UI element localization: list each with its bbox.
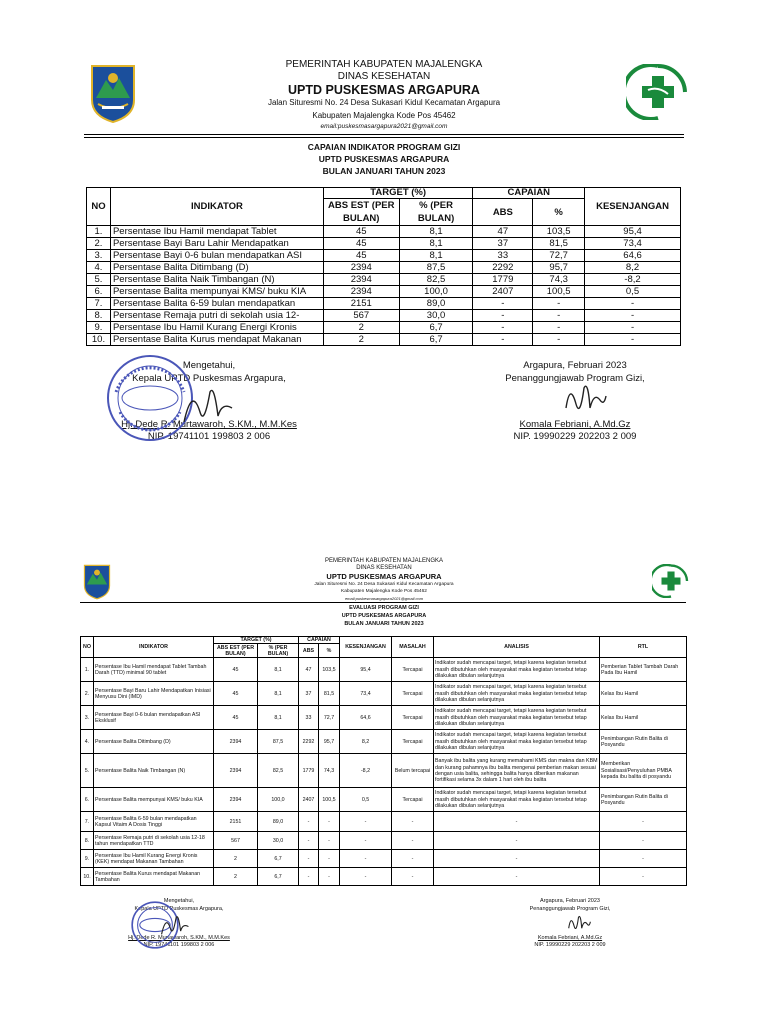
- row-gap: -: [585, 310, 681, 322]
- row-followup: -: [600, 850, 687, 868]
- p2-sign-left-position: Kepala UPTD Puskesmas Argapura,: [134, 906, 224, 912]
- row-indicator: Persentase Ibu Hamil mendapat Tablet Tambah Darah (TTD) minimal 90 tablet: [94, 658, 214, 682]
- row-abs: 1779: [473, 274, 533, 286]
- row-abs: 33: [473, 250, 533, 262]
- p2-sign-right-nip: NIP. 19990229 202203 2 009: [534, 942, 606, 948]
- row-analysis: -: [434, 832, 600, 850]
- row-target-pct: 89,0: [258, 812, 299, 832]
- row-indicator: Persentase Balita Ditimbang (D): [110, 262, 323, 274]
- row-analysis: -: [434, 812, 600, 832]
- row-gap: -8,2: [585, 274, 681, 286]
- row-capaian-pct: -: [533, 298, 585, 310]
- row-no: 1.: [87, 226, 111, 238]
- row-capaian-pct: 72,7: [533, 250, 585, 262]
- row-problem: Tercapai: [392, 706, 434, 730]
- letterhead-government: PEMERINTAH KABUPATEN MAJALENGKA: [285, 59, 483, 70]
- row-abs-est: 2151: [323, 298, 399, 310]
- row-capaian-pct: 74,3: [319, 754, 340, 788]
- col-no-header: NO: [87, 188, 111, 226]
- row-gap: -: [585, 322, 681, 334]
- p2-letterhead-unit: UPTD PUSKESMAS ARGAPURA: [326, 572, 442, 581]
- row-no: 9.: [87, 322, 111, 334]
- col-abs-est-header: ABS EST (PER BULAN): [323, 199, 399, 226]
- row-problem: -: [392, 832, 434, 850]
- row-abs-est: 2: [323, 322, 399, 334]
- row-target-pct: 6,7: [399, 334, 473, 346]
- row-capaian-pct: -: [533, 310, 585, 322]
- row-capaian-pct: 95,7: [319, 730, 340, 754]
- row-capaian-pct: 100,5: [319, 788, 340, 812]
- row-capaian-pct: 81,5: [319, 682, 340, 706]
- row-analysis: Indikator sudah mencapai target, tetapi karena kegiatan tersebut masih dibutuhkan oleh masyarakat maka kegiatan tersebut tetap dilakukan dibulan selanjutnya: [434, 788, 600, 812]
- row-target-pct: 8,1: [399, 226, 473, 238]
- p2-col-indicator-header: INDIKATOR: [94, 637, 214, 658]
- row-target-pct: 6,7: [258, 850, 299, 868]
- row-no: 6.: [81, 788, 94, 812]
- table-row: [81, 682, 687, 706]
- col-pct-header: %: [533, 199, 585, 226]
- row-abs-est: 45: [323, 238, 399, 250]
- row-abs-est: 2394: [323, 286, 399, 298]
- row-capaian-pct: 81,5: [533, 238, 585, 250]
- row-gap: 73,4: [340, 682, 392, 706]
- sign-right-position: Penanggungjawab Program Gizi,: [505, 373, 645, 384]
- row-abs-est: 45: [214, 706, 258, 730]
- row-indicator: Persentase Balita Naik Timbangan (N): [94, 754, 214, 788]
- row-followup: -: [600, 812, 687, 832]
- sign-right-place-date: Argapura, Februari 2023: [523, 360, 627, 371]
- row-gap: -: [340, 832, 392, 850]
- row-target-pct: 82,5: [258, 754, 299, 788]
- letterhead-address: Jalan Situresmi No. 24 Desa Sukasari Kidul Kecamatan Argapura: [267, 98, 501, 107]
- col-abs-header: ABS: [473, 199, 533, 226]
- row-gap: -: [340, 850, 392, 868]
- row-gap: 8,2: [585, 262, 681, 274]
- row-gap: -: [585, 334, 681, 346]
- letterhead-unit: UPTD PUSKESMAS ARGAPURA: [288, 83, 480, 97]
- row-target-pct: 89,0: [399, 298, 473, 310]
- row-capaian-pct: -: [319, 850, 340, 868]
- row-analysis: Indikator sudah mencapai target, tetapi karena kegiatan tersebut masih dibutuhkan oleh masyarakat maka kegiatan tersebut tetap dilakukan dibulan selanjutnya: [434, 658, 600, 682]
- table-row: [87, 334, 681, 346]
- row-indicator: Persentase Balita Ditimbang (D): [94, 730, 214, 754]
- row-abs: -: [473, 310, 533, 322]
- row-abs: 2407: [473, 286, 533, 298]
- p2-sign-right-position: Penanggungjawab Program Gizi,: [529, 906, 611, 912]
- sign-right-name: Komala Febriani, A.Md.Gz: [519, 419, 631, 430]
- report-subtitle: UPTD PUSKESMAS ARGAPURA: [318, 154, 450, 164]
- row-indicator: Persentase Balita Naik Timbangan (N): [110, 274, 323, 286]
- row-followup: Kelas Ibu Hamil: [600, 682, 687, 706]
- row-no: 2.: [81, 682, 94, 706]
- row-no: 10.: [87, 334, 111, 346]
- row-no: 2.: [87, 238, 111, 250]
- row-target-pct: 87,5: [258, 730, 299, 754]
- row-abs-est: 45: [214, 682, 258, 706]
- row-abs-est: 2394: [214, 788, 258, 812]
- row-no: 8.: [81, 832, 94, 850]
- row-no: 4.: [87, 262, 111, 274]
- row-gap: -: [340, 868, 392, 886]
- col-target-header: TARGET (%): [323, 188, 473, 199]
- table-row: [81, 868, 687, 886]
- row-gap: 8,2: [340, 730, 392, 754]
- table-row: [81, 812, 687, 832]
- letterhead-email: email:puskesmasargapura2021@gmail.com: [320, 123, 448, 130]
- row-indicator: Persentase Balita 6-59 bulan mendapatkan: [110, 298, 323, 310]
- row-abs-est: 2394: [214, 730, 258, 754]
- p2-report-subtitle: UPTD PUSKESMAS ARGAPURA: [341, 613, 427, 619]
- row-capaian-pct: -: [533, 334, 585, 346]
- row-indicator: Persentase Remaja putri di sekolah usia 12-: [110, 310, 323, 322]
- table-row: [87, 298, 681, 310]
- table-row: [87, 226, 681, 238]
- row-no: 6.: [87, 286, 111, 298]
- signature-right-icon: [560, 378, 610, 426]
- row-abs: -: [473, 322, 533, 334]
- table-row: [87, 262, 681, 274]
- row-capaian-pct: -: [319, 868, 340, 886]
- row-gap: 0,5: [340, 788, 392, 812]
- table-row: [81, 706, 687, 730]
- row-problem: Tercapai: [392, 658, 434, 682]
- row-abs: 2292: [473, 262, 533, 274]
- row-target-pct: 30,0: [399, 310, 473, 322]
- p2-signature-left-icon: [158, 912, 192, 940]
- row-abs-est: 2151: [214, 812, 258, 832]
- row-indicator: Persentase Bayi 0-6 bulan mendapatkan ASI: [110, 250, 323, 262]
- row-followup: Kelas Ibu Hamil: [600, 706, 687, 730]
- row-followup: Penimbangan Rutin Balita di Posyandu: [600, 730, 687, 754]
- row-abs-est: 2394: [214, 754, 258, 788]
- row-problem: -: [392, 868, 434, 886]
- row-capaian-pct: 95,7: [533, 262, 585, 274]
- p2-col-target-pct-header: % (PER BULAN): [258, 644, 299, 658]
- table-row: [87, 322, 681, 334]
- table-row: [87, 310, 681, 322]
- row-no: 10.: [81, 868, 94, 886]
- row-abs: -: [299, 832, 319, 850]
- row-analysis: Banyak ibu balita yang kurang memahami KMS dan makna dan KBM dan kurang pahamnya ibu balita mengenai pemberian makan sesuai dengan usia balita, sehingga balita hanya diberikan makanan fortifikasi selama 3x dalam 1 hari oleh ibu balita: [434, 754, 600, 788]
- row-abs-est: 2: [214, 868, 258, 886]
- p2-letterhead-address: Jalan Situresmi No. 24 Desa Sukasari Kidul Kecamatan Argapura: [314, 582, 454, 587]
- p2-sign-right-name: Komala Febriani, A.Md.Gz: [537, 935, 603, 941]
- row-capaian-pct: 74,3: [533, 274, 585, 286]
- row-target-pct: 82,5: [399, 274, 473, 286]
- table-row: [87, 286, 681, 298]
- p2-sign-right-place-date: Argapura, Februari 2023: [540, 898, 600, 904]
- row-problem: -: [392, 812, 434, 832]
- row-capaian-pct: 100,5: [533, 286, 585, 298]
- p2-letterhead-divider: [80, 602, 686, 603]
- row-analysis: Indikator sudah mencapai target, tetapi karena kegiatan tersebut masih dibutuhkan oleh masyarakat maka kegiatan tersebut tetap dilakukan dibulan selanjutnya: [434, 682, 600, 706]
- row-followup: Penimbangan Rutin Balita di Posyandu: [600, 788, 687, 812]
- row-abs: -: [299, 868, 319, 886]
- row-target-pct: 8,1: [258, 682, 299, 706]
- row-abs: 47: [473, 226, 533, 238]
- p2-signature-right-icon: [565, 912, 593, 938]
- row-capaian-pct: -: [319, 812, 340, 832]
- col-capaian-header: CAPAIAN: [473, 188, 585, 199]
- row-indicator: Persentase Ibu Hamil mendapat Tablet: [110, 226, 323, 238]
- sign-left-name: Hj. Dede R. Murtawaroh, S.KM., M.M.Kes: [121, 419, 297, 430]
- row-analysis: Indikator sudah mencapai target, tetapi karena kegiatan tersebut masih dibutuhkan oleh masyarakat maka kegiatan tersebut tetap dilakukan dibulan selanjutnya: [434, 730, 600, 754]
- row-indicator: Persentase Bayi Baru Lahir Mendapatkan Inisiasi Menyusu Dini (IMD): [94, 682, 214, 706]
- row-target-pct: 87,5: [399, 262, 473, 274]
- row-target-pct: 30,0: [258, 832, 299, 850]
- row-abs-est: 567: [323, 310, 399, 322]
- col-gap-header: KESENJANGAN: [585, 188, 681, 226]
- row-no: 1.: [81, 658, 94, 682]
- row-target-pct: 8,1: [258, 706, 299, 730]
- table-row: [87, 250, 681, 262]
- p2-sign-left-greeting: Mengetahui,: [163, 898, 195, 904]
- row-gap: 64,6: [585, 250, 681, 262]
- letterhead-agency: DINAS KESEHATAN: [337, 71, 431, 82]
- p2-col-followup-header: RTL: [600, 637, 687, 658]
- row-gap: 95,4: [585, 226, 681, 238]
- p2-col-pct-header: %: [319, 644, 340, 658]
- p2-col-analysis-header: ANALISIS: [434, 637, 600, 658]
- table-row: [87, 238, 681, 250]
- row-abs-est: 2394: [323, 274, 399, 286]
- row-abs: -: [473, 334, 533, 346]
- table-row: [81, 788, 687, 812]
- row-abs: 37: [473, 238, 533, 250]
- row-gap: 95,4: [340, 658, 392, 682]
- p2-col-capaian-header: CAPAIAN: [299, 637, 340, 644]
- row-gap: 64,6: [340, 706, 392, 730]
- row-abs: 37: [299, 682, 319, 706]
- row-indicator: Persentase Remaja putri di sekolah usia 12-18 tahun mendapatkan TTD: [94, 832, 214, 850]
- row-capaian-pct: 72,7: [319, 706, 340, 730]
- row-abs-est: 2: [214, 850, 258, 868]
- row-gap: -: [340, 812, 392, 832]
- p2-letterhead-email: email:puskesmasargapura2021@gmail.com: [344, 596, 424, 601]
- report-period: BULAN JANUARI TAHUN 2023: [322, 166, 446, 176]
- row-abs-est: 2394: [323, 262, 399, 274]
- row-problem: Tercapai: [392, 682, 434, 706]
- p2-sign-left-nip: NIP. 19741101 199803 2 006: [143, 942, 215, 948]
- col-indicator-header: INDIKATOR: [110, 188, 323, 226]
- row-problem: Belum tercapai: [392, 754, 434, 788]
- row-analysis: -: [434, 868, 600, 886]
- row-capaian-pct: 103,5: [533, 226, 585, 238]
- row-no: 3.: [81, 706, 94, 730]
- table-row: [81, 832, 687, 850]
- row-target-pct: 100,0: [399, 286, 473, 298]
- row-target-pct: 8,1: [399, 250, 473, 262]
- row-problem: Tercapai: [392, 788, 434, 812]
- row-abs: 2407: [299, 788, 319, 812]
- row-gap: -8,2: [340, 754, 392, 788]
- row-gap: -: [585, 298, 681, 310]
- letterhead-postal: Kabupaten Majalengka Kode Pos 45462: [312, 111, 456, 120]
- row-gap: 0,5: [585, 286, 681, 298]
- row-problem: Tercapai: [392, 730, 434, 754]
- row-target-pct: 8,1: [258, 658, 299, 682]
- row-capaian-pct: -: [319, 832, 340, 850]
- row-abs: -: [473, 298, 533, 310]
- letterhead-divider: [84, 134, 684, 138]
- p2-letterhead-agency: DINAS KESEHATAN: [356, 565, 412, 571]
- row-target-pct: 6,7: [399, 322, 473, 334]
- table-row: [81, 730, 687, 754]
- achievement-table: [86, 187, 681, 346]
- col-target-pct-header: % (PER BULAN): [399, 199, 473, 226]
- row-no: 5.: [81, 754, 94, 788]
- row-indicator: Persentase Balita Kurus mendapat Makanan Tambahan: [94, 868, 214, 886]
- row-problem: -: [392, 850, 434, 868]
- row-no: 8.: [87, 310, 111, 322]
- p2-col-no-header: NO: [81, 637, 94, 658]
- table-row: [81, 658, 687, 682]
- p2-letterhead-government: PEMERINTAH KABUPATEN MAJALENGKA: [324, 558, 444, 564]
- table-row: [87, 274, 681, 286]
- signature-left-icon: [178, 382, 238, 432]
- sign-right-nip: NIP. 19990229 202203 2 009: [513, 431, 637, 442]
- report-title: CAPAIAN INDIKATOR PROGRAM GIZI: [307, 142, 461, 152]
- row-indicator: Persentase Ibu Hamil Kurang Energi Kronis (KEK) mendapat Makanan Tambahan: [94, 850, 214, 868]
- row-target-pct: 6,7: [258, 868, 299, 886]
- row-target-pct: 8,1: [399, 238, 473, 250]
- sign-left-greeting: Mengetahui,: [182, 360, 236, 371]
- row-abs: 47: [299, 658, 319, 682]
- row-indicator: Persentase Bayi Baru Lahir Mendapatkan: [110, 238, 323, 250]
- row-capaian-pct: 103,5: [319, 658, 340, 682]
- row-capaian-pct: -: [533, 322, 585, 334]
- row-abs: 33: [299, 706, 319, 730]
- p2-col-problem-header: MASALAH: [392, 637, 434, 658]
- row-abs: 2292: [299, 730, 319, 754]
- row-followup: -: [600, 868, 687, 886]
- table-row: [81, 754, 687, 788]
- table-row: [81, 850, 687, 868]
- row-no: 4.: [81, 730, 94, 754]
- row-indicator: Persentase Bayi 0-6 bulan mendapatkan ASI Eksklusif: [94, 706, 214, 730]
- sign-left-nip: NIP. 19741101 199803 2 006: [147, 431, 271, 442]
- row-abs: 1779: [299, 754, 319, 788]
- evaluation-table: [80, 636, 687, 886]
- row-abs-est: 45: [323, 226, 399, 238]
- row-abs-est: 2: [323, 334, 399, 346]
- p2-letterhead-postal: Kabupaten Majalengka Kode Pos 45462: [341, 589, 427, 594]
- p2-col-target-header: TARGET (%): [214, 637, 299, 644]
- p2-report-title: EVALUASI PROGRAM GIZI: [349, 605, 419, 611]
- p2-col-abs-header: ABS: [299, 644, 319, 658]
- p2-col-gap-header: KESENJANGAN: [340, 637, 392, 658]
- row-followup: Memberikan Sosialisasi/Penyuluhan PMBA kepada ibu balita di posyandu: [600, 754, 687, 788]
- row-analysis: -: [434, 850, 600, 868]
- row-no: 3.: [87, 250, 111, 262]
- row-abs: -: [299, 812, 319, 832]
- row-followup: Pemberian Tablet Tambah Darah Pada Ibu Hamil: [600, 658, 687, 682]
- row-no: 9.: [81, 850, 94, 868]
- row-indicator: Persentase Balita mempunyai KMS/ buku KIA: [110, 286, 323, 298]
- row-analysis: Indikator sudah mencapai target, tetapi karena kegiatan tersebut masih dibutuhkan oleh masyarakat maka kegiatan tersebut tetap dilakukan dibulan selanjutnya: [434, 706, 600, 730]
- p2-sign-left-name: Hj. Dede R. Murtawaroh, S.KM., M.M.Kes: [128, 935, 230, 941]
- row-no: 7.: [87, 298, 111, 310]
- p2-col-abs-est-header: ABS EST (PER BULAN): [214, 644, 258, 658]
- row-no: 5.: [87, 274, 111, 286]
- row-indicator: Persentase Balita 6-59 bulan mendapatkan Kapsul Vitaim A Dosis Tinggi: [94, 812, 214, 832]
- row-indicator: Persentase Balita mempunyai KMS/ buku KIA: [94, 788, 214, 812]
- row-abs-est: 567: [214, 832, 258, 850]
- sign-left-position: Kepala UPTD Puskesmas Argapura,: [132, 373, 286, 384]
- row-indicator: Persentase Balita Kurus mendapat Makanan: [110, 334, 323, 346]
- row-target-pct: 100,0: [258, 788, 299, 812]
- row-indicator: Persentase Ibu Hamil Kurang Energi Kronis: [110, 322, 323, 334]
- row-gap: 73,4: [585, 238, 681, 250]
- row-abs-est: 45: [214, 658, 258, 682]
- p2-report-period: BULAN JANUARI TAHUN 2023: [344, 621, 424, 627]
- row-abs: -: [299, 850, 319, 868]
- row-abs-est: 45: [323, 250, 399, 262]
- row-followup: -: [600, 832, 687, 850]
- row-no: 7.: [81, 812, 94, 832]
